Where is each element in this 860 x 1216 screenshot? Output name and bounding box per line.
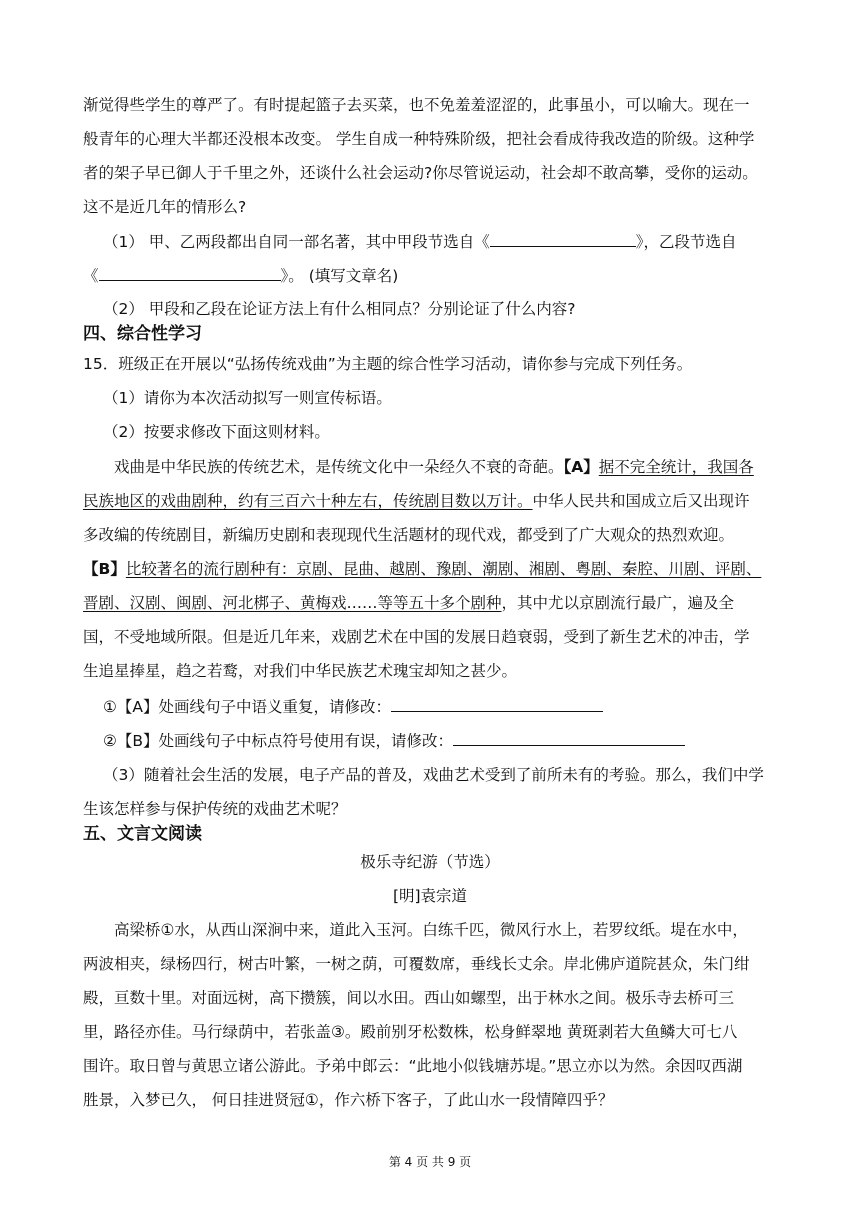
task-2: （2）按要求修改下面这则材料。 [103, 423, 330, 441]
classical-line-4: 里，路径亦佳。马行绿荫中，若张盖③。殿前别牙松数株，松身鲜翠地 黄斑剥若大鱼鳞大可七八 [83, 1023, 738, 1041]
q14-part1-text-b: 》，乙段节选自 [635, 233, 737, 251]
passage-line-3: 者的架子早已御人于千里之外，还谈什么社会运动?你尽管说运动，社会却不敢高攀，受你的运动。 [83, 164, 758, 182]
answer-blank-b[interactable] [453, 730, 685, 746]
answer-blank-yi[interactable] [99, 265, 281, 281]
underlined-sentence-a-part1: 据不完全统计，我国各 [598, 458, 754, 476]
q14-part2: （2） 甲段和乙段在论证方法上有什么相同点？分别论证了什么内容? [103, 300, 576, 318]
subquestion-a [103, 696, 603, 717]
material-line-1 [114, 457, 754, 477]
material-line-7: 生追星捧星，趋之若鹜，对我们中华民族艺术瑰宝却知之甚少。 [83, 662, 518, 680]
passage-line-1: 渐觉得些学生的尊严了。有时提起篮子去买菜，也不免羞羞涩涩的，此事虽小，可以喻大。现在一 [83, 96, 750, 114]
marker-a: 【A】 [563, 458, 599, 476]
section-heading-4: 四、综合性学习 [83, 324, 202, 344]
q14-part1-line1 [103, 231, 737, 252]
task-3-line-1: （3）随着社会生活的发展，电子产品的普及，戏曲艺术受到了前所未有的考验。那么，我们中学 [103, 766, 764, 784]
underlined-sentence-b-part2: 晋剧、汉剧、闽剧、河北梆子、黄梅戏……等等五十多个剧种 [83, 594, 502, 612]
task-1: （1）请你为本次活动拟写一则宣传标语。 [103, 389, 392, 407]
q14-part1-text-c: 《 [83, 267, 99, 285]
material-text: 戏曲是中华民族的传统艺术，是传统文化中一朵经久不衰的奇葩。 [114, 458, 564, 476]
answer-blank-a[interactable] [391, 696, 603, 712]
material-text: ，其中尤以京剧流行最广，遍及全 [501, 594, 735, 612]
classical-line-1: 高梁桥①水，从西山深涧中来，道此入玉河。白练千匹，微风行水上，若罗纹纸。堤在水中， [114, 921, 748, 939]
underlined-sentence-a-part2: 民族地区的戏曲剧种，约有三百六十种左右，传统剧目数以万计。 [83, 492, 533, 510]
answer-blank-jia[interactable] [490, 231, 636, 247]
material-line-6: 国，不受地域所限。但是近几年来，戏剧艺术在中国的发展日趋衰弱，受到了新生艺术的冲击，学 [83, 628, 750, 646]
classical-line-6: 胜景，入梦已久， 何日挂进贤冠①，作六桥下客子，了此山水一段情障四乎？ [83, 1091, 614, 1109]
subquestion-b-text: ②【B】处画线句子中标点符号使用有误，请修改： [103, 732, 454, 750]
underlined-sentence-b-part1: 比较著名的流行剧种有：京剧、昆曲、越剧、豫剧、潮剧、湘剧、粤剧、秦腔、川剧、评剧、 [125, 560, 762, 578]
passage-line-2: 般青年的心理大半都还没根本改变。 学生自成一种特殊阶级，把社会看成待我改造的阶级。这种学 [83, 130, 755, 148]
passage-line-4: 这不是近几年的情形么? [83, 198, 247, 216]
section-heading-5: 五、文言文阅读 [83, 824, 202, 844]
material-line-3: 多改编的传统剧目，新编历史剧和表现现代生活题材的现代戏，都受到了广大观众的热烈欢迎。 [83, 526, 735, 544]
subquestion-a-text: ①【A】处画线句子中语义重复，请修改： [103, 698, 392, 716]
classical-line-2: 两波相夹，绿杨四行，树古叶繁，一树之荫，可覆数席，垂线长丈余。岸北佛庐道院甚众，朱门绀 [83, 955, 750, 973]
classical-text-author: [明]袁宗道 [392, 887, 468, 905]
q15-intro: 15．班级正在开展以“弘扬传统戏曲”为主题的综合性学习活动，请你参与完成下列任务。 [83, 355, 693, 373]
material-line-5 [83, 593, 734, 613]
q14-part1-text-d: 》。 (填写文章名) [280, 267, 399, 285]
classical-text-title: 极乐寺纪游（节选） [360, 853, 500, 871]
q14-part1-line2 [83, 265, 398, 286]
subquestion-b [103, 730, 685, 751]
material-line-2 [83, 491, 750, 511]
task-3-line-2: 生该怎样参与保护传统的戏曲艺术呢？ [83, 800, 347, 818]
q14-part1-text-a: （1） 甲、乙两段都出自同一部名著，其中甲段节选自《 [103, 233, 490, 251]
material-line-4 [83, 559, 761, 579]
page-footer: 第 4 页 共 9 页 [388, 1155, 472, 1169]
material-text: 中华人民共和国成立后又出现许 [532, 492, 750, 510]
marker-b: 【B】 [83, 560, 126, 578]
classical-line-5: 围许。取日曾与黄思立诸公游此。予弟中郎云：“此地小似钱塘苏堤。”思立亦以为然。余因叹西湖 [83, 1057, 743, 1075]
classical-line-3: 殿，亘数十里。对面远树，高下攒簇，间以水田。西山如螺型，出于林水之间。极乐寺去桥可三 [83, 989, 735, 1007]
